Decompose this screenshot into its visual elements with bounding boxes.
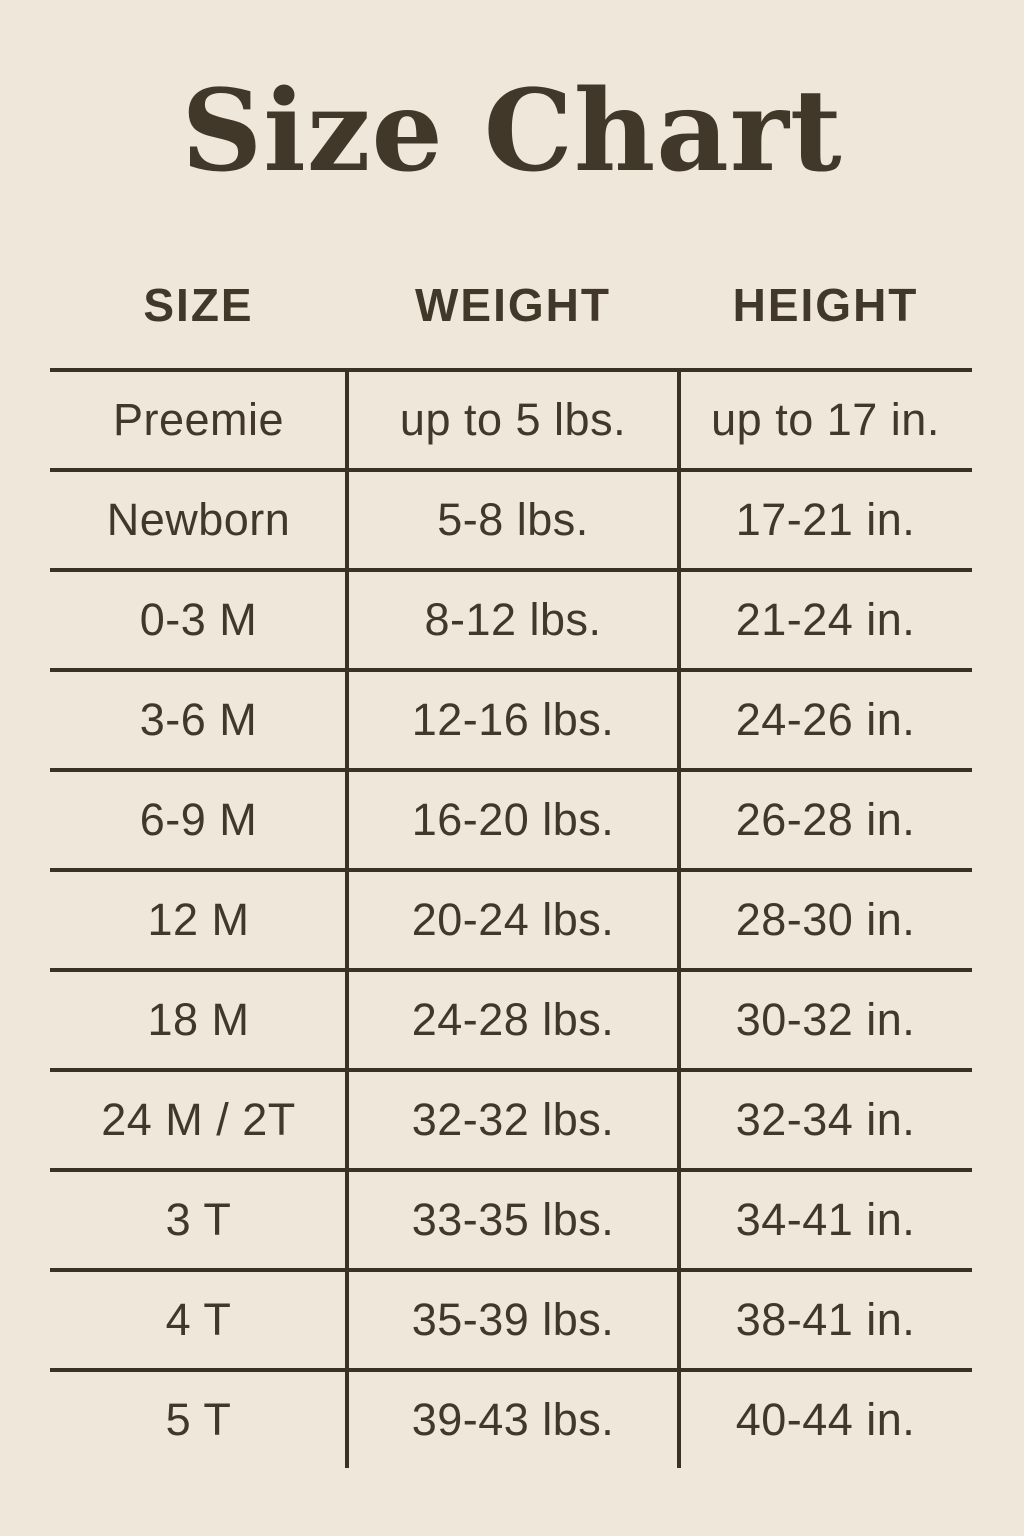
cell-weight: 12-16 lbs. [411,694,615,745]
cell-height: 30-32 in. [735,994,916,1045]
cell-weight: 24-28 lbs. [411,994,615,1045]
cell-size: 18 M [147,994,250,1045]
header-cell-weight: WEIGHT [415,279,611,331]
cell-weight: 35-39 lbs. [411,1294,615,1345]
cell-weight: 39-43 lbs. [411,1394,615,1445]
cell-weight: 20-24 lbs. [411,894,615,945]
cell-height: up to 17 in. [711,394,940,445]
cell-height: 17-21 in. [735,494,916,545]
cell-size: 0-3 M [139,594,258,645]
table-row [50,1068,972,1168]
cell-weight: up to 5 lbs. [399,394,627,445]
cell-weight: 5-8 lbs. [437,494,589,545]
table-row [50,1268,972,1368]
header-cell-height: HEIGHT [732,279,919,331]
cell-height: 40-44 in. [735,1394,916,1445]
table-row [50,1368,972,1468]
table-row [50,968,972,1068]
table-row [50,768,972,868]
cell-size: 3 T [165,1194,232,1245]
cell-size: 12 M [147,894,250,945]
cell-weight: 16-20 lbs. [411,794,615,845]
size-table-body [50,368,972,1468]
cell-size: 6-9 M [139,794,258,845]
page-title: Size Chart [181,66,843,197]
cell-size: 5 T [165,1394,232,1445]
cell-height: 32-34 in. [735,1094,916,1145]
cell-size: Preemie [112,394,285,445]
cell-size: 24 M / 2T [101,1094,296,1145]
table-row [50,568,972,668]
table-row [50,1168,972,1268]
column-divider-2 [677,368,681,1468]
cell-size: 4 T [165,1294,232,1345]
cell-height: 38-41 in. [735,1294,916,1345]
cell-size: Newborn [106,494,291,545]
table-row [50,368,972,468]
cell-height: 21-24 in. [735,594,916,645]
table-row [50,868,972,968]
cell-weight: 32-32 lbs. [411,1094,615,1145]
table-row [50,668,972,768]
cell-height: 34-41 in. [735,1194,916,1245]
cell-weight: 8-12 lbs. [424,594,602,645]
cell-size: 3-6 M [139,694,258,745]
cell-height: 28-30 in. [735,894,916,945]
cell-height: 26-28 in. [735,794,916,845]
cell-weight: 33-35 lbs. [411,1194,615,1245]
table-row [50,468,972,568]
header-cell-size: SIZE [143,279,254,331]
cell-height: 24-26 in. [735,694,916,745]
column-divider-1 [345,368,349,1468]
table-header-row [50,278,972,332]
